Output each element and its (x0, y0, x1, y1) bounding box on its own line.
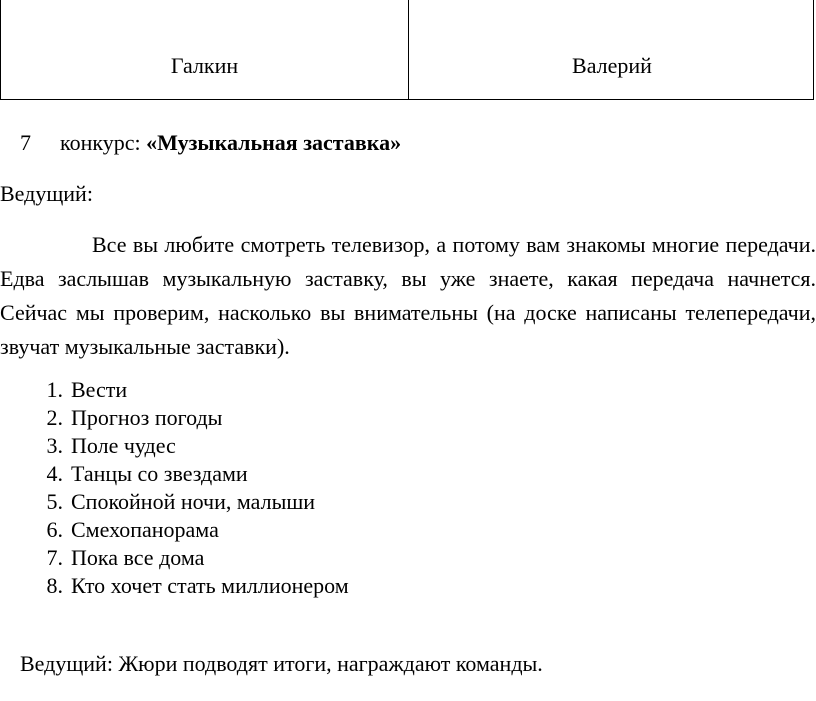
shows-list (0, 376, 349, 600)
host-paragraph: Все вы любите смотреть телевизор, а потому вам знакомы многие передачи. Едва заслышав музыкальную заставку, вы уже знаете, какая передача начнется. Сейчас мы проверим, насколько вы внимательны (на доске написаны телепередачи, звучат музыкальные заставки). (0, 232, 816, 359)
list-item (0, 460, 349, 488)
table-cell-surname (1, 0, 409, 100)
list-item-title: Спокойной ночи, малыши (71, 489, 316, 514)
list-item-number: 8. (46, 573, 63, 598)
list-item-title: Смехопанорама (71, 517, 219, 542)
list-item-title: Поле чудес (71, 433, 176, 458)
list-item (0, 404, 349, 432)
list-item (0, 432, 349, 460)
list-item-title: Пока все дома (71, 545, 205, 570)
list-item (0, 516, 349, 544)
participants-table (0, 0, 814, 100)
contest-title: «Музыкальная заставка» (146, 130, 402, 155)
name-text: Валерий (572, 53, 652, 78)
footer-text: Ведущий: Жюри подводят итоги, награждают команды. (20, 651, 543, 676)
list-item-number: 6. (46, 517, 63, 542)
contest-number: 7 (20, 130, 31, 155)
list-item-number: 2. (46, 405, 63, 430)
list-item (0, 572, 349, 600)
list-item-number: 3. (46, 433, 63, 458)
list-item-number: 1. (46, 377, 63, 402)
host-label: Ведущий: (0, 181, 93, 206)
list-item (0, 488, 349, 516)
list-item-title: Кто хочет стать миллионером (71, 573, 349, 598)
surname-text: Галкин (170, 53, 239, 78)
table-cell-name (409, 0, 815, 100)
list-item-title: Танцы со звездами (71, 461, 248, 486)
list-item (0, 544, 349, 572)
list-item-title: Вести (71, 377, 128, 402)
list-item (0, 376, 349, 404)
list-item-number: 7. (46, 545, 63, 570)
list-item-number: 4. (46, 461, 63, 486)
list-item-title: Прогноз погоды (71, 405, 223, 430)
contest-prefix: конкурс: (60, 130, 147, 155)
contest-heading (20, 130, 401, 156)
list-item-number: 5. (46, 489, 63, 514)
